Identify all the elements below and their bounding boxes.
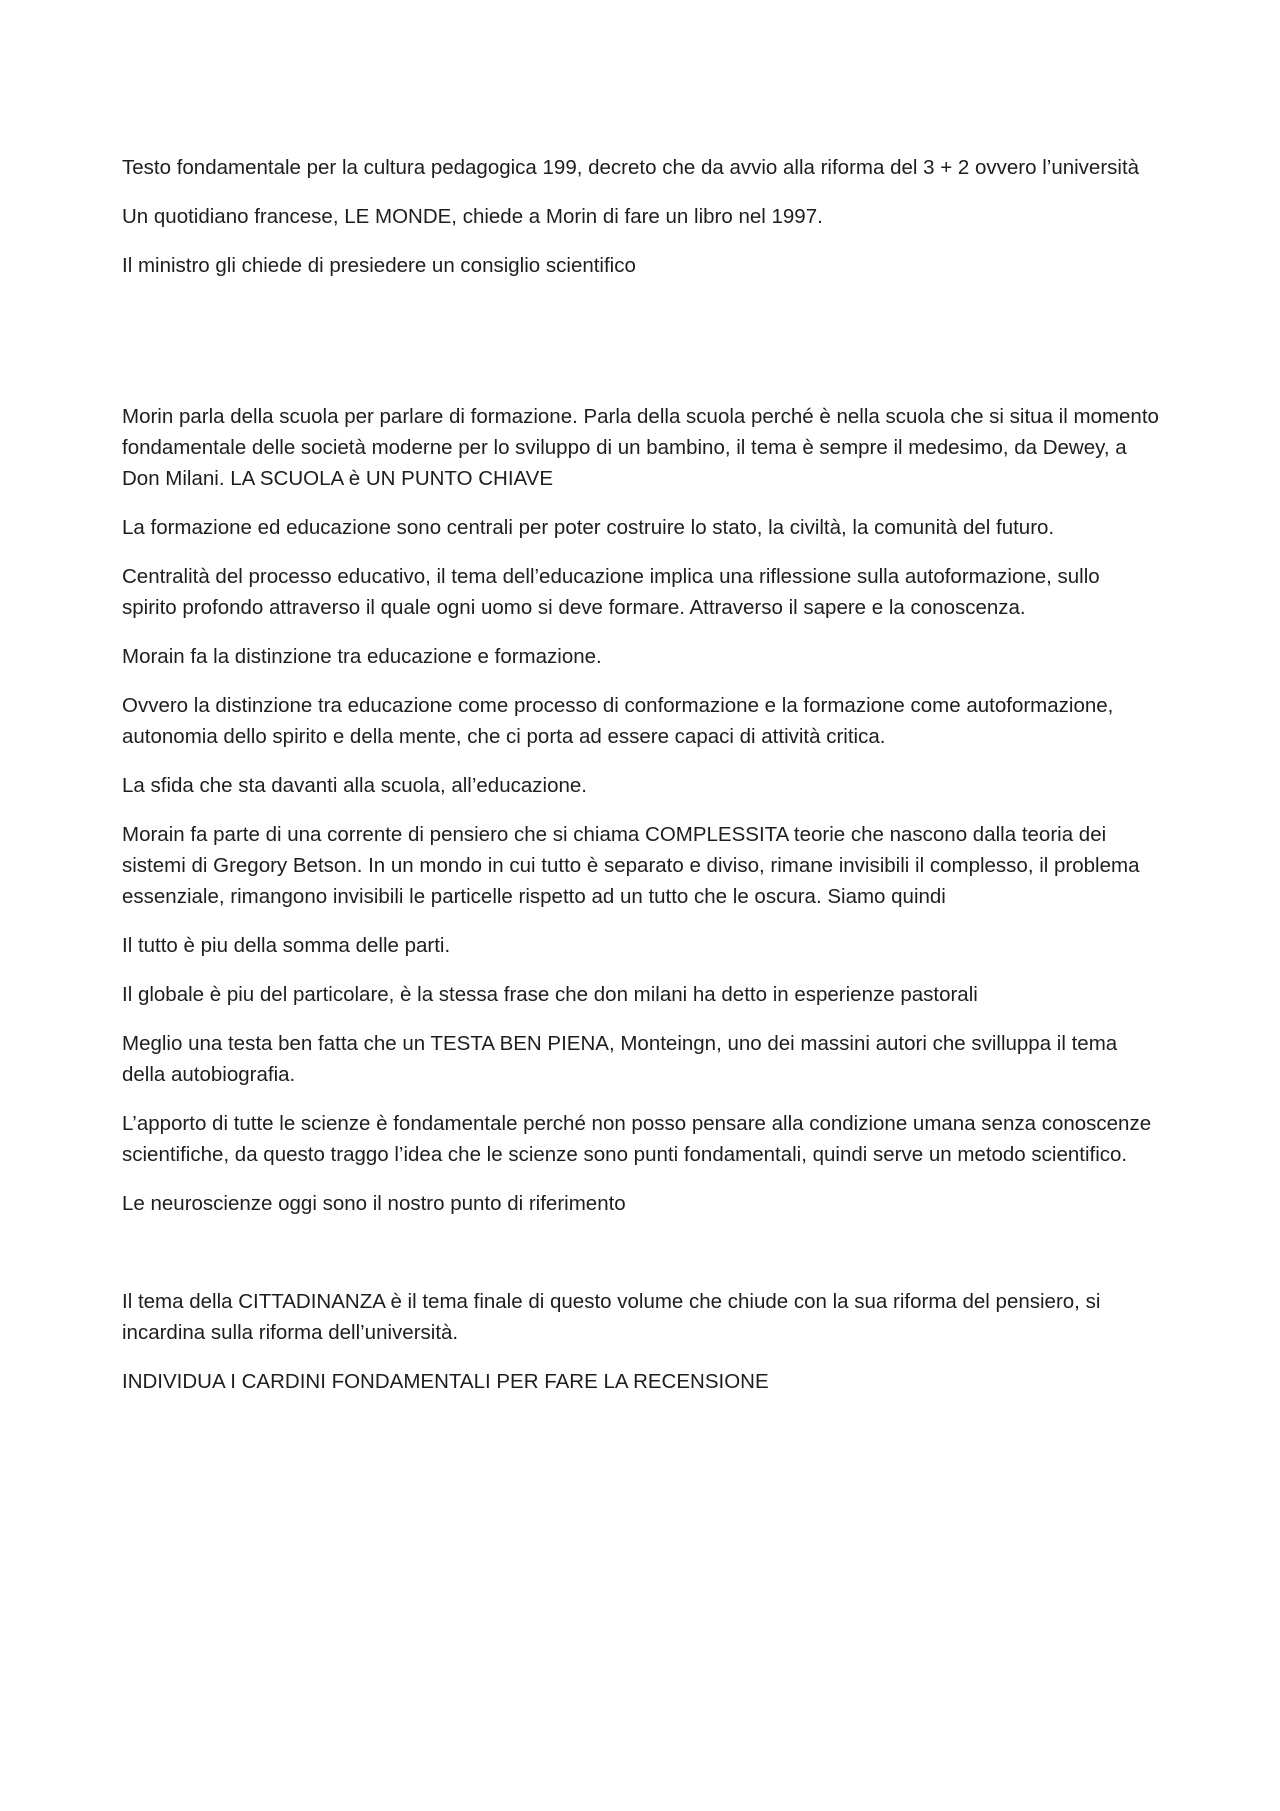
paragraph: Il tema della CITTADINANZA è il tema finale di questo volume che chiude con la sua riforma del pensiero, si incardina sulla riforma dell’università. (122, 1290, 1101, 1344)
paragraph: La formazione ed educazione sono centrali per poter costruire lo stato, la civiltà, la comunità del futuro. (122, 516, 1055, 539)
paragraph: Testo fondamentale per la cultura pedagogica 199, decreto che da avvio alla riforma del 3 + 2 ovvero l’università (122, 156, 1140, 179)
blank-space (122, 1237, 1160, 1286)
paragraph: Morain fa la distinzione tra educazione e formazione. (122, 645, 602, 668)
paragraph: Il globale è piu del particolare, è la stessa frase che don milani ha detto in esperienze pastorali (122, 983, 978, 1006)
paragraph: Ovvero la distinzione tra educazione come processo di conformazione e la formazione come autoformazione, autonomia dello spirito e della mente, che ci porta ad essere capaci di attività critica. (122, 694, 1114, 748)
blank-space (122, 299, 1160, 401)
paragraph: Centralità del processo educativo, il tema dell’educazione implica una riflessione sulla autoformazione, sullo spirito profondo attraverso il quale ogni uomo si deve formare. Attraverso il sapere e la conoscenza. (122, 565, 1100, 619)
section-closing (122, 1286, 1160, 1397)
paragraph: Morin parla della scuola per parlare di formazione. Parla della scuola perché è nella scuola che si situa il momento fondamentale delle società moderne per lo sviluppo di un bambino, il tema è sempre il medesimo, da Dewey, a Don Milani. LA SCUOLA è UN PUNTO CHIAVE (122, 405, 1159, 490)
paragraph: Morain fa parte di una corrente di pensiero che si chiama COMPLESSITA teorie che nascono dalla teoria dei sistemi di Gregory Betson. In un mondo in cui tutto è separato e diviso, rimane invisibili il complesso, il problema essenziale, rimangono invisibili le particelle rispetto ad un tutto che le oscura. Siamo quindi (122, 823, 1140, 908)
paragraph: L’apporto di tutte le scienze è fondamentale perché non posso pensare alla condizione umana senza conoscenze scientifiche, da questo traggo l’idea che le scienze sono punti fondamentali, quindi serve un metodo scientifico. (122, 1112, 1152, 1166)
paragraph: Un quotidiano francese, LE MONDE, chiede a Morin di fare un libro nel 1997. (122, 205, 823, 228)
section-intro (122, 152, 1160, 281)
paragraph: INDIVIDUA I CARDINI FONDAMENTALI PER FARE LA RECENSIONE (122, 1370, 769, 1393)
paragraph: Il ministro gli chiede di presiedere un consiglio scientifico (122, 254, 636, 277)
paragraph: Meglio una testa ben fatta che un TESTA BEN PIENA, Monteingn, uno dei massini autori che svilluppa il tema della autobiografia. (122, 1032, 1118, 1086)
paragraph: Il tutto è piu della somma delle parti. (122, 934, 451, 957)
section-main (122, 401, 1160, 1219)
paragraph: Le neuroscienze oggi sono il nostro punto di riferimento (122, 1192, 626, 1215)
paragraph: La sfida che sta davanti alla scuola, all’educazione. (122, 774, 587, 797)
